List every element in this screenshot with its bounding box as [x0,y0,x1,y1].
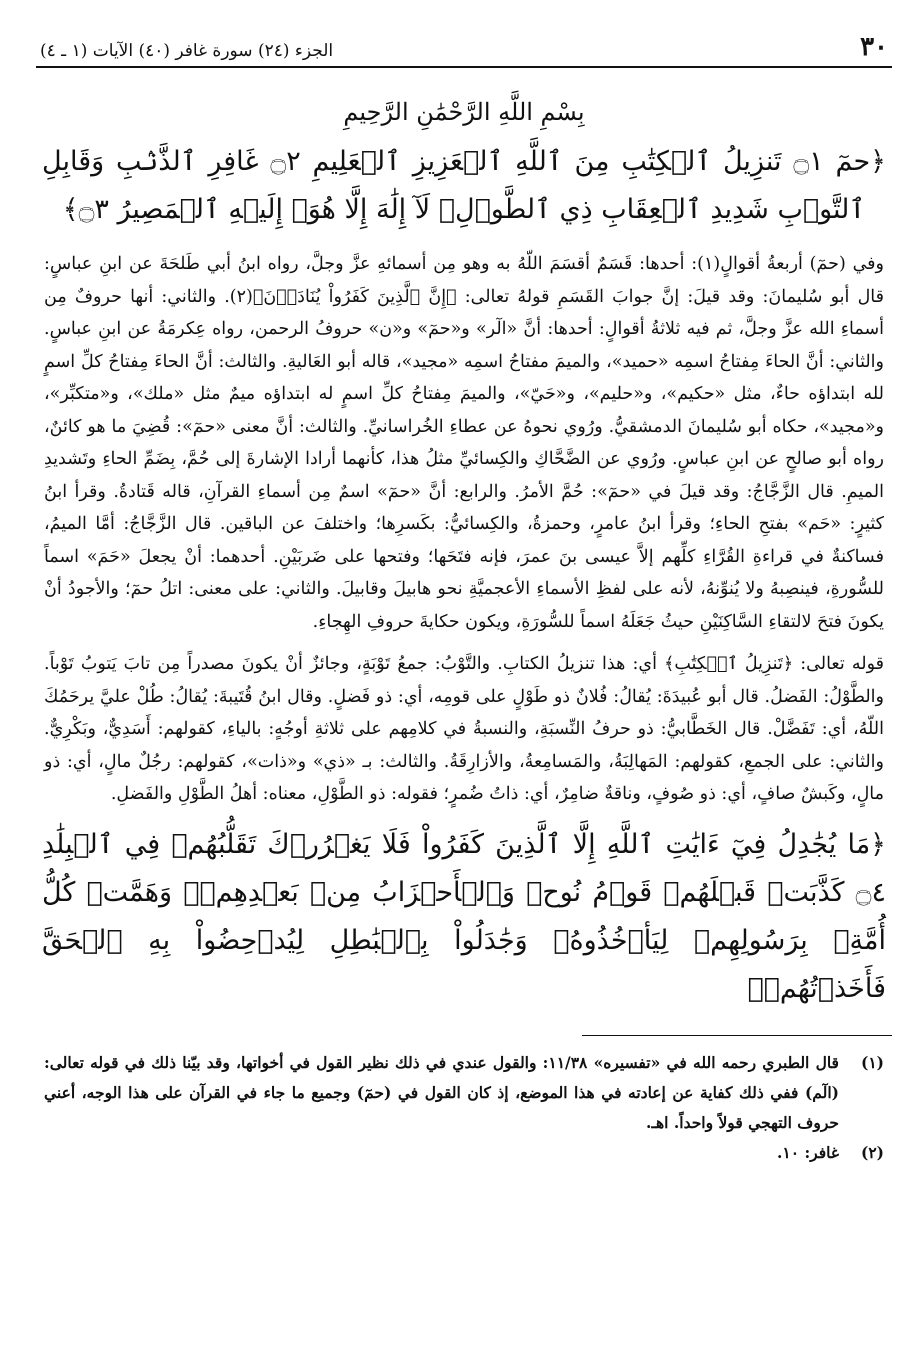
footnote [44,1048,884,1138]
running-title: الجزء (٢٤) سورة غافر (٤٠) الآيات (١ ـ ٤) [40,41,334,61]
footnote-number: (١) [860,1053,884,1072]
footnote-number: (٢) [860,1143,884,1162]
commentary [36,248,892,811]
basmala: بِسْمِ اللَّهِ الرَّحْمَٰنِ الرَّحِيمِ [343,98,585,126]
footnote-divider [582,1035,892,1037]
page-header [36,34,892,68]
commentary-paragraph: وفي (حمٓ) أربعةُ أقوالٍ(١): أحدها: قَسَمٌ أقسَمَ اللّهُ به وهو مِن أسمائهِ عزَّ وجلَّ، رواه ابنُ أبي طَلحَةَ عن ابنِ عباسٍ: قال أبو سُليمانَ: وقد قيلَ: إنَّ جوابَ القَسَمِ قولهُ تعالى: ﴿إِنَّ ٱلَّذِينَ كَفَرُواْ يُنَادَوۡنَ﴾(٢). والثاني: أنها حروفٌ مِن أسماءِ الله عزَّ وجلَّ، ثم فيه ثلاثةُ أقوالٍ: أحدها: أنَّ «الٓر» و«حمٓ» و«ن» حروفُ الرحمن، رواه عِكرمَةُ عن ابنِ عباسٍ. والثاني: أنَّ الحاءَ مِفتاحُ اسمِه «حميد»، والميمَ مفتاحُ اسمِه «مجيد»، قاله أبو العَاليةِ. والثالث: أنَّ الحاءَ مِفتاحُ كلِّ اسمٍ لله ابتداؤه حاءٌ، مثل «حكيم»، و«حليم»، و«حَيّ»، والميمَ مِفتاحُ كلِّ اسمٍ له ابتداؤه ميمٌ مثل «ملك»، و«متكبِّر»، و«مجيد»، حكاه أبو سُليمانَ الدمشقيُّ. ورُوي نحوهُ عن عطاءِ الخُراسانيِّ. والثالث: أنَّ معنى «حمٓ»: قُضِيَ ما هو كائنٌ، رواه أبو صالحٍ عن ابنِ عباسٍ. ورُوي عن الضَّحَّاكِ والكِسائيِّ مثلُ هذا، كأنهما أرادا الإشارةَ إلى حُمَّ، بِضَمِّ الحاءِ وتَشديدِ الميمِ. قال الزَّجَّاجُ: وقد قيلَ في «حمٓ»: حُمَّ الأمرُ. والرابع: أنَّ «حمٓ» اسمٌ مِن أسماءِ القرآنِ، قاله قَتادةُ. وقرأ ابنُ كثيرٍ: «حَم» بفتحِ الحاءِ؛ وقرأ ابنُ عامرٍ، وحمزةُ، والكِسائيُّ: بكَسرِها؛ واختلفَ عن الباقين. قال الزَّجَّاجُ: أمَّا الميمُ، فساكنةٌ في قراءةِ القُرَّاءِ كلِّهم إلاَّ عيسى بنَ عمرَ، فإنه فتَحَها؛ وفتحها على ضَربَيْنِ. أحدهما: أنْ يجعلَ «حَمَ» اسماً للسُّورةِ، فينصِبهُ ولا يُنوِّنهُ، لأنه على لفظِ الأسماءِ الأعجميَّةِ نحو هابيلَ وقابيلَ. والثاني: على معنى: اتلُ حمٓ؛ والأجودُ أنْ يكونَ فتحَ لالتقاءِ السَّاكِنَيْنِ حيثُ جَعَلَهُ اسماً للسُّورَةِ، ويكون حكايةَ حروفِ الهِجاءِ. [44,254,884,632]
footnote-text: غافر: ١٠. [777,1143,839,1162]
quran-verses-1-3: ﴿حمٓ ۝١ تَنزِيلُ ٱلۡكِتَٰبِ مِنَ ٱللَّهِ ٱلۡعَزِيزِ ٱلۡعَلِيمِ ۝٢ غَافِرِ ٱلذَّنۢبِ وَقَابِلِ ٱلتَّوۡبِ شَدِيدِ ٱلۡعِقَابِ ذِي ٱلطَّوۡلِۖ لَآ إِلَٰهَ إِلَّا هُوَۖ إِلَيۡهِ ٱلۡمَصِيرُ ۝٣﴾ [42,146,886,225]
quran-verses-4-5: ﴿مَا يُجَٰدِلُ فِيٓ ءَايَٰتِ ٱللَّهِ إِلَّا ٱلَّذِينَ كَفَرُواْ فَلَا يَغۡرُرۡكَ تَقَلُّبُهُمۡ فِي ٱلۡبِلَٰدِ ۝٤ كَذَّبَتۡ قَبۡلَهُمۡ قَوۡمُ نُوحٖ وَٱلۡأَحۡزَابُ مِنۢ بَعۡدِهِمۡۖ وَهَمَّتۡ كُلُّ أُمَّةِۭ بِرَسُولِهِمۡ لِيَأۡخُذُوهُۖ وَجَٰدَلُواْ بِٱلۡبَٰطِلِ لِيُدۡحِضُواْ بِهِ ٱلۡحَقَّ فَأَخَذۡتُهُمۡۖ [42,828,886,1004]
page-number: ٣٠ [860,32,888,62]
footnote [44,1138,884,1168]
page [36,34,892,1168]
commentary-paragraph: قوله تعالى: ﴿تَنزِيلُ ٱلۡكِتَٰبِ﴾ أي: هذا تنزيلُ الكتابِ. والتَّوْبُ: جمعُ تَوْبَةٍ، وجائزٌ أنْ يكونَ مصدراً مِن تابَ يَتوبُ تَوْباً. والطَّوْلُ: الفَضلُ. قال أبو عُبيدَةَ: يُقالُ: فُلانٌ ذو طَوْلٍ على قومِه، أي: ذو فَضلٍ. وقال ابنُ قُتَيبةَ: يُقالُ: طُلْ عليَّ يرحَمُكَ اللّهُ، أي: تَفَضَّلْ. قال الخَطَّابيُّ: ذو حرفُ النِّسبَةِ، والنسبةُ في كلامِهم على ثلاثةِ أوجُهٍ: بالياءِ، كقولهم: أَسَدِيٌّ، وبَكْرِيٌّ. والثاني: على الجمعِ، كقولهم: المَهالِبَةُ، والمَسامِعةُ، والأزارِقَةُ. والثالث: بـ «ذي» و«ذات»، كقولهم: رجُلٌ مالٍ، أي: ذو مالٍ، وكَبشٌ صافٍ، أي: ذو صُوفٍ، وناقةٌ ضامِرٌ، أي: ذاتُ ضُمرٍ؛ فقوله: ذو الطَّوْلِ، معناه: أهلُ الطَّوْلِ والفَضلِ. [44,654,884,804]
footnotes [36,1048,892,1168]
footnote-text: قال الطبري رحمه الله في «تفسيره» ١١/٣٨: والقول عندي في ذلك نظير القول في أخواتها، وقد بيّنا ذلك في قوله تعالى: (الٓم) ففي ذلك كفاية عن إعادته في هذا الموضع، إذ كان القول في (حمٓ) وجميع ما جاء في القرآن على هذا الوجه، أعني حروف التهجي قولاً واحداً. اهـ. [44,1053,839,1132]
